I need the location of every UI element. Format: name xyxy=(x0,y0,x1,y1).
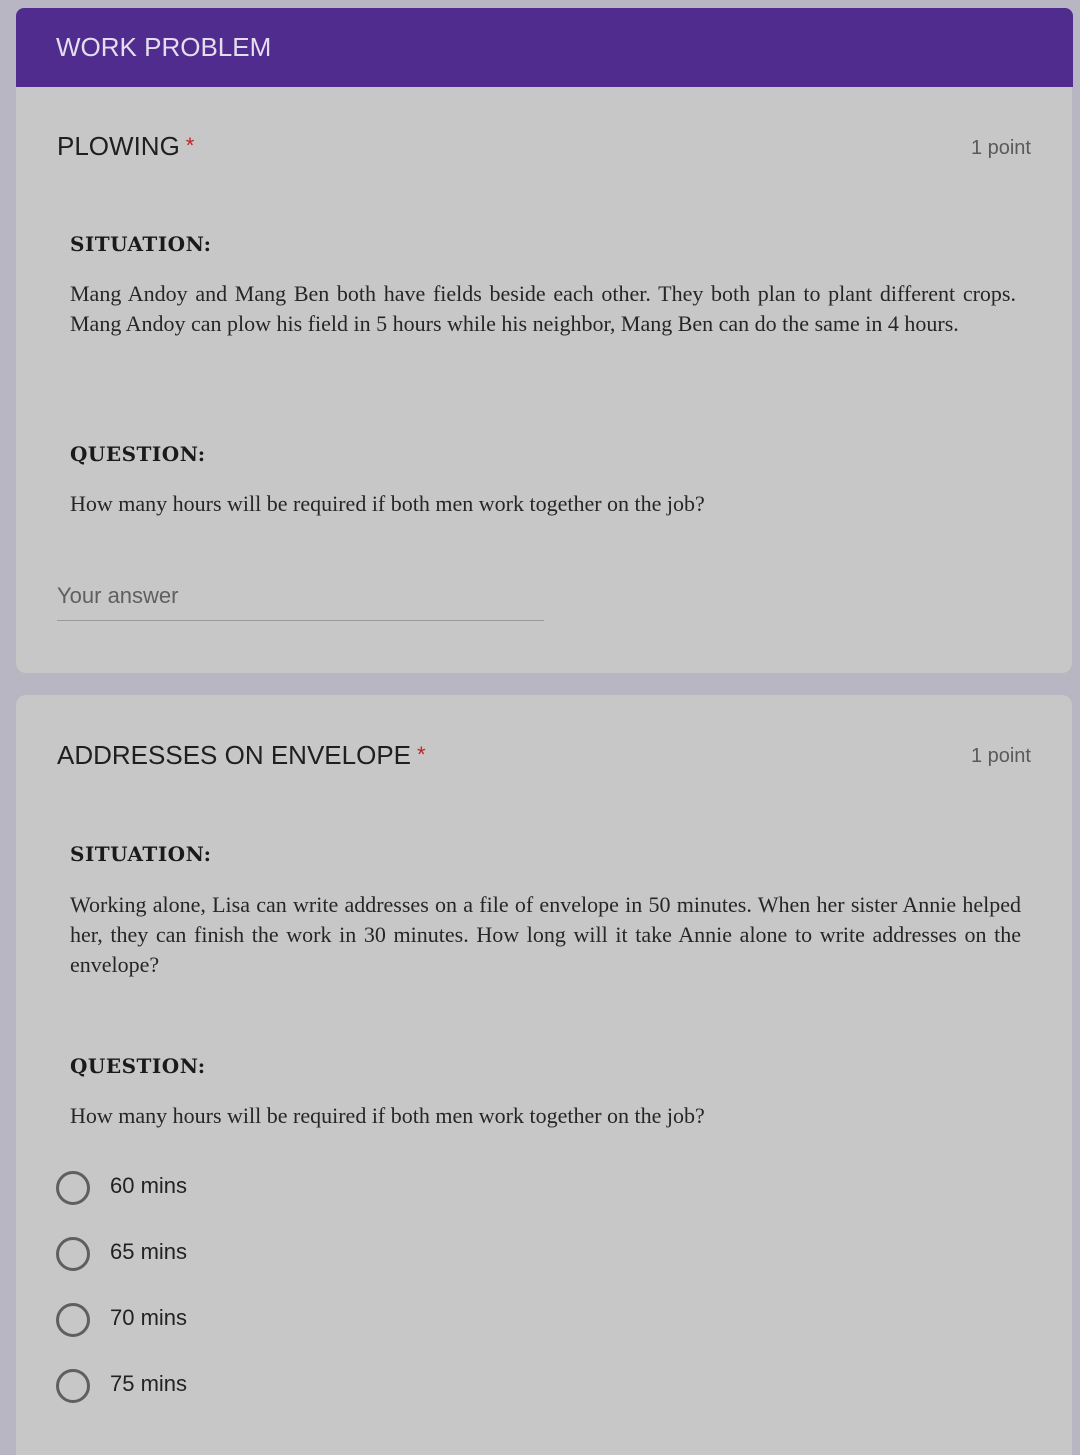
option-60-mins[interactable] xyxy=(56,1169,456,1209)
situation-label: SITUATION: xyxy=(70,232,212,256)
question-text: How many hours will be required if both men work together on the job? xyxy=(70,491,705,516)
question-title-text: PLOWING xyxy=(57,131,180,161)
situation-text: Working alone, Lisa can write addresses on a file of envelope in 50 minutes. When her sister Annie helped her, they can finish the work in 30 minutes. How long will it take Annie alone to write addresses on the envelope? xyxy=(70,892,1021,977)
radio-button[interactable] xyxy=(56,1237,90,1271)
option-75-mins[interactable] xyxy=(56,1367,456,1407)
option-70-mins[interactable] xyxy=(56,1301,456,1341)
question-card-addresses xyxy=(16,695,1072,1455)
question-title-text: ADDRESSES ON ENVELOPE xyxy=(57,740,411,770)
option-label: 60 mins xyxy=(110,1173,188,1198)
option-label: 65 mins xyxy=(110,1239,188,1264)
option-65-mins[interactable] xyxy=(56,1235,456,1275)
radio-button[interactable] xyxy=(56,1171,90,1205)
points-label: 1 point xyxy=(970,745,1031,767)
question-text: How many hours will be required if both men work together on the job? xyxy=(70,1103,705,1128)
required-asterisk: * xyxy=(417,742,426,767)
section-header xyxy=(16,8,1073,87)
answer-input[interactable] xyxy=(57,583,544,621)
radio-button[interactable] xyxy=(56,1369,90,1403)
option-label: 70 mins xyxy=(110,1305,188,1330)
answer-placeholder: Your answer xyxy=(57,583,179,608)
question-label: QUESTION: xyxy=(70,1054,206,1078)
question-card-plowing xyxy=(16,87,1072,673)
question-title xyxy=(57,131,194,162)
section-title: WORK PROBLEM xyxy=(56,32,272,62)
situation-text: Mang Andoy and Mang Ben both have fields beside each other. They both plan to plant different crops. Mang Andoy can plow his field in 5 hours while his neighbor, Mang Ben can do the same in 4 hours. xyxy=(70,281,1016,336)
points-label: 1 point xyxy=(970,137,1031,159)
question-label: QUESTION: xyxy=(70,442,206,466)
option-label: 75 mins xyxy=(110,1371,188,1396)
situation-label: SITUATION: xyxy=(70,842,212,866)
question-title xyxy=(57,740,426,771)
radio-button[interactable] xyxy=(56,1303,90,1337)
required-asterisk: * xyxy=(185,133,195,158)
